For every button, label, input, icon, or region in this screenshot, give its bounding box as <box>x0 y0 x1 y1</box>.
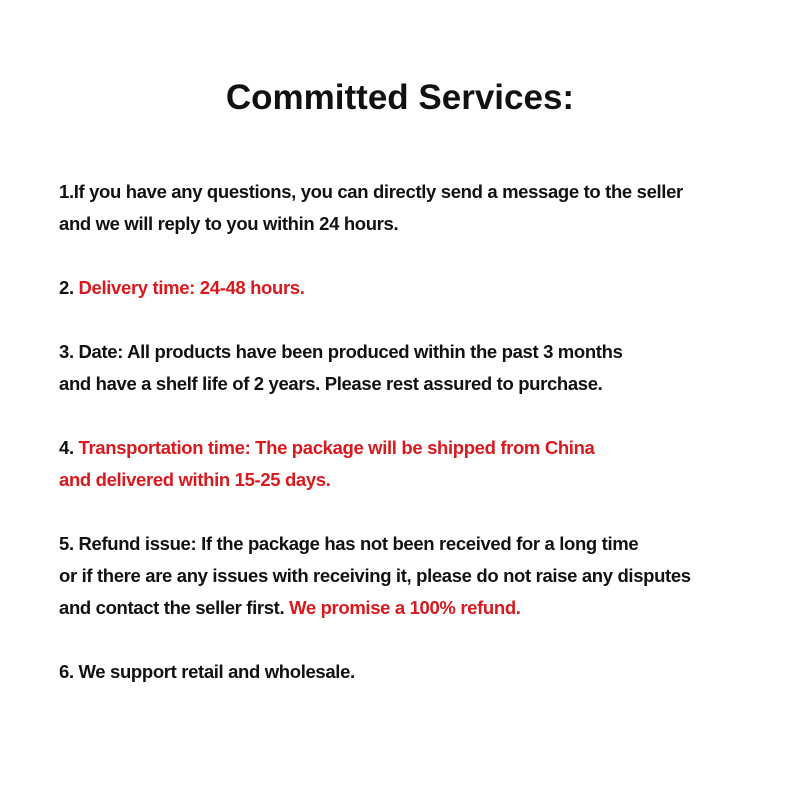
service-item-6 <box>59 656 794 688</box>
delivery-time-highlight: Delivery time: 24-48 hours. <box>78 277 305 298</box>
item-6-line-1: 6. We support retail and wholesale. <box>59 661 355 682</box>
item-1-line-2: and we will reply to you within 24 hours. <box>59 213 399 234</box>
service-item-3 <box>59 336 794 400</box>
item-3-line-2: and have a shelf life of 2 years. Please rest assured to purchase. <box>59 373 603 394</box>
service-item-5 <box>59 528 794 624</box>
item-3-line-1: 3. Date: All products have been produced within the past 3 months <box>59 341 623 362</box>
item-1-line-1: 1.If you have any questions, you can directly send a message to the seller <box>59 181 683 202</box>
item-4-line-2: and delivered within 15-25 days. <box>59 469 331 490</box>
item-4-number: 4. <box>59 437 79 458</box>
service-item-4 <box>59 432 794 496</box>
page-title: Committed Services: <box>225 78 575 117</box>
service-item-2 <box>59 272 794 304</box>
item-5-line-3 <box>59 592 794 624</box>
item-4-line-1 <box>59 432 794 464</box>
item-5-line-3-text: and contact the seller first. <box>59 597 290 618</box>
service-item-1 <box>59 176 794 240</box>
item-2-number: 2. <box>59 277 79 298</box>
refund-promise-highlight: We promise a 100% refund. <box>289 597 521 618</box>
services-list <box>59 176 794 720</box>
item-5-line-1: 5. Refund issue: If the package has not been received for a long time <box>59 533 639 554</box>
transportation-time-highlight: Transportation time: The package will be shipped from China <box>78 437 595 458</box>
item-2-line-1 <box>59 272 794 304</box>
item-5-line-2: or if there are any issues with receiving it, please do not raise any disputes <box>59 565 691 586</box>
